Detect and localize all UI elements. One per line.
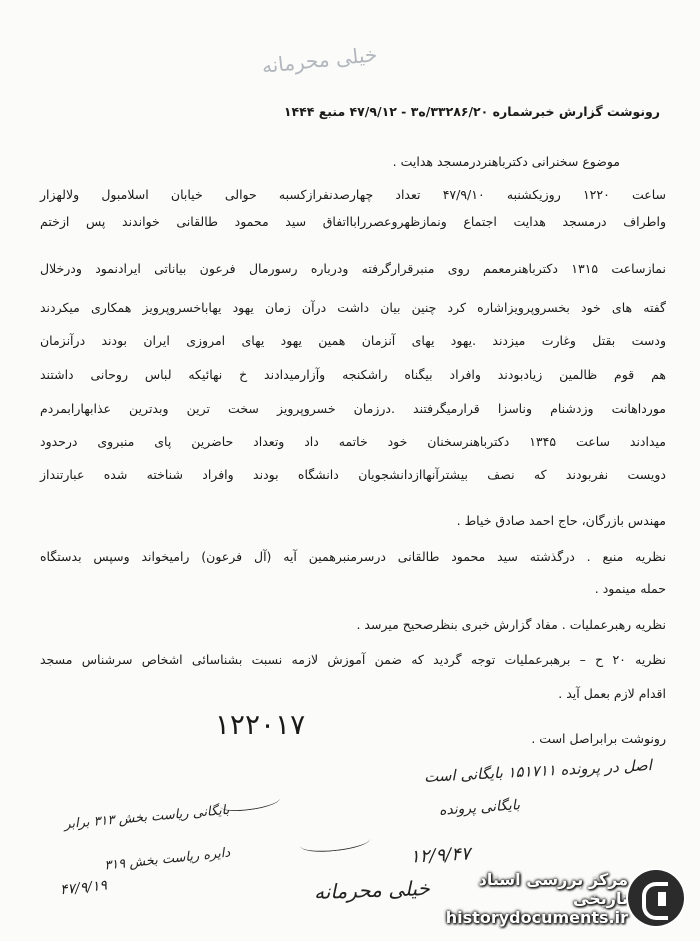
watermark-title: مرکز بررسی اسناد تاریخی [478, 869, 628, 908]
source-opinion-cont: حمله مینمود . [594, 581, 666, 596]
watermark [442, 863, 692, 933]
body-line: دویست نفربودند که نصف بیشترآنهاازدانشجویان دانشگاه بودند وافراد شناخته شده عبارتنداز [40, 467, 666, 482]
handwritten-archive-note: اصل در پرونده ۱۵۱۷۱۱ بایگانی است [423, 756, 653, 786]
signature-mark [299, 830, 370, 854]
handwritten-date: ۴۷/۹/۱۹ [59, 877, 108, 899]
source-opinion: نظریه منبع . درگذشته سید محمود طالقانی درسرمنبرهمین آیه (آل فرعون) رامیخواند وسپس بدستگاه [40, 549, 666, 564]
handwritten-note: بایگانی ریاست بخش ۳۱۳ برابر [64, 802, 231, 833]
watermark-text [442, 870, 628, 927]
subject-line: موضوع سخنرانی دکترباهنردرمسجد هدایت . [392, 154, 620, 169]
handwritten-note: بایگانی پرونده [438, 797, 521, 819]
handwritten-note: دایره ریاست بخش ۳۱۹ [103, 845, 231, 874]
body-line: میدادند ساعت ۱۳۴۵ دکترباهنرسخنان خود خاتمه داد وتعداد حاضرین پای منبروی درحدود [40, 434, 666, 449]
certified-copy: رونوشت برابراصل است . [531, 731, 666, 746]
body-line: ودست بقتل وغارت میزدند .یهود یهای آنزمان همین یهود یهای امروزی ایران بودند درآنزمان [40, 333, 666, 348]
document-number: ۱۲۲۰۱۷ [214, 708, 306, 741]
watermark-url: historydocuments.ir [445, 907, 628, 927]
body-line: مورداهانت وزدشنام وناسزا قرارمیگرفتند .درزمان خسروپرویز سخت ترین وبدترین عذابهارابمردم [40, 401, 666, 416]
top-stamp: خیلی محرمانه [260, 42, 379, 79]
operations-opinion: نظریه رهبرعملیات . مفاد گزارش خبری بنظرصحیح میرسد . [356, 617, 666, 632]
bottom-stamp: خیلی محرمانه [313, 875, 431, 905]
handwritten-digits: ۱۲/۹/۴۷ [409, 843, 471, 868]
body-line: نمازساعت ۱۳۱۵ دکترباهنرمعمم روی منبرقرارگرفته ودرباره رسورمال فرعون بیاناتی ایرادنمود ودرخلال [40, 261, 666, 276]
body-line: ساعت ۱۲۲۰ روزیکشنبه ۴۷/۹/۱۰ تعداد چهارصدنفرازکسبه حوالی خیابان اسلامبول ولالهزار [40, 187, 666, 202]
signature-mark [219, 791, 281, 814]
body-line: هم قوم ظالمین زیادبودند وافراد بیگناه راشکنجه وآزارمیدادند خ نهائیکه لباس روحانی داشتند [40, 367, 666, 382]
department-opinion-cont: اقدام لازم بعمل آید . [558, 686, 666, 701]
body-line: گفته های خود بخسروپرویزاشاره کرد چنین بیان داشت درآن زمان یهود یهاباخسروپرویز همکاری میکردند [40, 300, 666, 315]
report-header: رونوشت گزارش خبرشماره ۳۳۲۸۶/۲۰/ه۳ - ۴۷/۹/۱۲ منبع ۱۴۴۴ [283, 104, 660, 119]
department-opinion: نظریه ۲۰ ح – برهبرعملیات توجه گردید که ضمن آموزش لازمه نسبت بشناسائی اشخاص سرشناس مسجد [40, 652, 666, 667]
archive-logo-icon [628, 870, 684, 926]
body-line: واطراف درمسجد هدایت اجتماع ونمازظهروعصررابااتفاق سید محمود طالقانی خواندند پس ازختم [40, 214, 666, 229]
body-line: مهندس بازرگان، حاج احمد صادق خیاط . [456, 513, 666, 528]
